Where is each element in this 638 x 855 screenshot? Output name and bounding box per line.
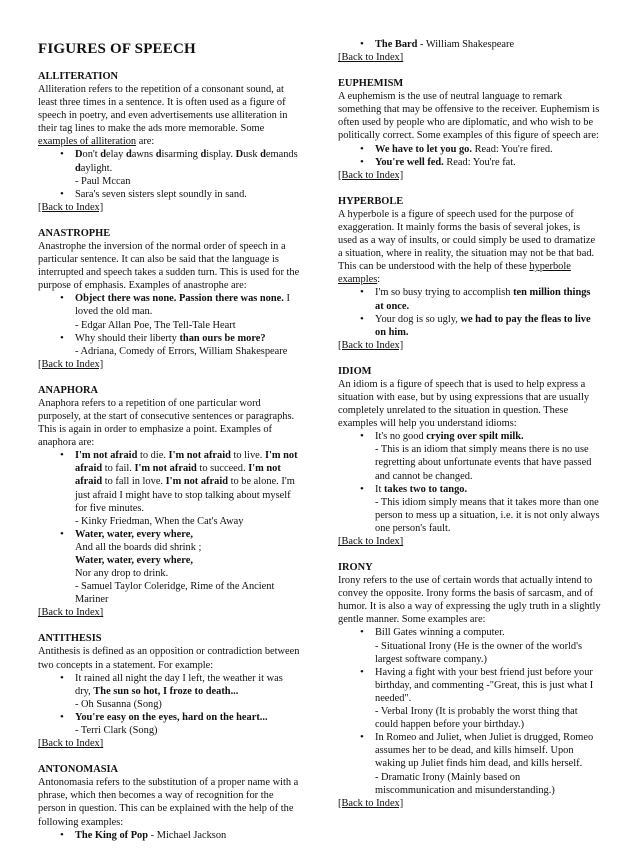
example-attribution: - Kinky Friedman, When the Cat's Away [75, 515, 244, 527]
word-rest: isarming [161, 149, 201, 161]
alliterative-letter: D [235, 149, 244, 161]
alliterative-letter: d [200, 149, 207, 161]
section-intro: Antithesis is defined as an opposition or contradiction between two concepts in a statement. For example: [38, 646, 300, 671]
back-to-index-link[interactable]: [Back to Index] [38, 201, 104, 213]
example-text: It's no good [375, 431, 427, 443]
example-list [338, 38, 601, 51]
example-text: to fall in love. [102, 476, 166, 488]
word-rest: isplay. [206, 149, 236, 161]
section-intro [38, 83, 301, 148]
alliterative-letter: D [75, 149, 83, 161]
example-item [38, 711, 301, 737]
poem-line: • Water, water, every where, [75, 528, 193, 540]
alliterative-letter: d [125, 149, 132, 161]
example-emphasis: we had to pay the fleas to live on him. [375, 313, 591, 338]
example-emphasis: I'm not afraid [75, 463, 281, 488]
example-item [338, 430, 601, 482]
intro-text: Alliteration refers to the repetition of a consonant sound, at least three times in a sentence. It is often used as a figure of speech in poetry, and even advertisements use alliteration in their tag lines to make the ads more memorable. Some [38, 84, 288, 135]
word-rest: emands [265, 149, 298, 161]
example-text: Why should their liberty [75, 332, 180, 344]
example-emphasis: ten million things at once. [375, 287, 591, 312]
example-item [38, 672, 301, 711]
example-emphasis: I'm not afraid [134, 463, 197, 475]
example-emphasis: I'm not afraid [165, 476, 228, 488]
section-intro: Anastrophe the inversion of the normal order of speech in a particular sentence. It can also be said that the language is interrupted and speech takes a sudden turn. This is used for the purpose of emphasis. Examples of anastrophe are: [38, 240, 300, 292]
example-text: - Michael Jackson [148, 829, 227, 841]
example-note: - This idiom simply means that it takes more than one person to mess up a situation, i.e. it is not only always one person's fault. [375, 496, 600, 534]
section-heading: ANASTROPHE [38, 227, 111, 239]
example-item [338, 666, 601, 731]
example-list [338, 286, 601, 338]
example-note: - Situational Irony (He is the owner of the world's largest software company.) [375, 640, 583, 665]
example-item [38, 829, 301, 842]
example-attribution: - Adriana, Comedy of Errors, William Shakespeare [75, 345, 288, 357]
example-emphasis: I'm not afraid [75, 450, 138, 462]
example-text: Having a fight with your best friend just before your birthday, and commenting -"Great, this is just what I needed". [375, 666, 594, 704]
section-alliteration [38, 70, 301, 214]
example-text: Bill Gates winning a computer. [375, 627, 505, 639]
section-heading: ANTITHESIS [38, 633, 102, 645]
section-irony [338, 561, 601, 810]
example-item [38, 148, 301, 187]
example-list [338, 143, 601, 169]
section-heading: HYPERBOLE [338, 195, 404, 207]
section-anaphora [38, 384, 301, 620]
example-item: • Sara's seven sisters slept soundly in sand. [38, 188, 301, 201]
example-list [338, 430, 601, 535]
left-column [38, 36, 301, 855]
example-item [338, 313, 601, 339]
back-to-index-link[interactable]: [Back to Index] [338, 52, 404, 64]
examples-link[interactable]: examples of alliteration [38, 136, 137, 148]
alliterative-letter: d [75, 162, 81, 174]
example-attribution: - Paul Mccan [75, 175, 131, 187]
example-item [38, 292, 301, 331]
word-rest: awns [131, 149, 156, 161]
example-list [338, 626, 601, 796]
example-emphasis: Object there was none. Passion there was none. [75, 293, 284, 305]
section-heading: ALLITERATION [38, 71, 119, 82]
example-item [38, 449, 301, 528]
right-column [338, 38, 601, 823]
section-intro [338, 208, 601, 287]
example-emphasis: You're well fed. [375, 156, 444, 168]
section-heading: ANTONOMASIA [38, 764, 119, 776]
back-to-index-link[interactable]: [Back to Index] [338, 536, 404, 547]
example-note: - Verbal Irony (It is probably the worst thing that could happen before your birthday.) [375, 706, 578, 731]
example-note: - This is an idiom that simply means there is no use regretting about unfortunate events that have passed and cannot be changed. [375, 444, 592, 482]
section-antithesis [38, 632, 301, 750]
example-emphasis: The Bard [375, 39, 418, 50]
example-item [338, 38, 601, 51]
document-title: FIGURES OF SPEECH [38, 41, 196, 57]
example-text: to be alone. I'm just afraid I might have to stop talking about myself for five minutes. [75, 476, 295, 514]
example-emphasis: I'm not afraid [168, 450, 231, 462]
example-note: - Dramatic Irony (Mainly based on miscommunication and misunderstanding.) [375, 771, 555, 796]
example-text: Read: You're fired. [471, 143, 553, 155]
example-text: to succeed. [196, 463, 249, 475]
example-attribution: - Edgar Allan Poe, The Tell-Tale Heart [75, 319, 236, 331]
back-to-index-link[interactable]: [Back to Index] [38, 738, 104, 750]
section-heading: EUPHEMISM [338, 78, 404, 90]
section-heading: IDIOM [338, 365, 372, 377]
example-attribution: - Terri Clark (Song) [75, 725, 158, 737]
example-text: Your dog is so ugly, [375, 313, 461, 325]
alliterative-letter: d [260, 149, 266, 161]
section-heading: ANAPHORA [38, 384, 99, 396]
example-attribution: - Oh Susanna (Song) [75, 698, 162, 710]
word-rest: usk [243, 149, 261, 161]
example-text: In Romeo and Juliet, when Juliet is drugged, Romeo assumes her to be dead, and kills himself. Upon waking up Juliet finds him dead, and kills herself. [375, 732, 594, 770]
back-to-index-link[interactable]: [Back to Index] [338, 169, 404, 181]
example-text: It rained all night the day I left, the weather it was dry, [75, 672, 283, 697]
back-to-index-link[interactable]: [Back to Index] [338, 339, 404, 351]
section-intro: Irony refers to the use of certain words that actually intend to convey the opposite. Irony forms the basis of sarcasm, and of humor. It is also a way of expressing the ugly truth in a slightly gentle manner. Some examples are: [338, 575, 601, 626]
intro-tail: are: [136, 136, 155, 148]
example-list [38, 449, 301, 606]
example-emphasis: takes two to tango. [383, 483, 468, 495]
poem-line: Water, water, every where, [75, 555, 193, 566]
example-item [338, 731, 601, 796]
section-idiom [338, 365, 601, 548]
example-item [38, 332, 301, 358]
example-list [38, 292, 301, 357]
example-item [338, 483, 601, 535]
intro-tail: : [377, 274, 381, 286]
back-to-index-link[interactable]: [Back to Index] [338, 797, 404, 809]
example-text: It [375, 483, 384, 495]
example-text: to die. [137, 450, 169, 462]
example-item [38, 528, 301, 607]
example-text: Read: You're fat. [443, 156, 516, 168]
section-antonomasia-continued [338, 38, 601, 64]
alliterative-letter: d [155, 149, 162, 161]
section-intro: A euphemism is the use of neutral language to remark something that may be offensive to the receiver. Euphemism is often used by people who are diplomatic, and who wish to be politically correct. Some examples of this figure of speech are: [338, 91, 600, 142]
section-euphemism [338, 77, 601, 182]
example-emphasis: than ours be more? [179, 332, 266, 344]
section-heading: IRONY [338, 562, 373, 574]
example-text: to fail. [102, 463, 135, 475]
example-emphasis: crying over spilt milk. [426, 431, 524, 443]
example-text: - William Shakespeare [417, 39, 515, 50]
poem-line: Nor any drop to drink. [75, 568, 169, 580]
example-item [338, 286, 601, 312]
back-to-index-link[interactable]: [Back to Index] [38, 358, 104, 370]
section-intro: Antonomasia refers to the substitution of a proper name with a phrase, which then becomes a way of recognition for the person in question. This can be explained with the help of the following examples: [38, 777, 299, 828]
section-intro: Anaphora refers to a repetition of one particular word purposely, at the start of consecutive sentences or paragraphs. This is again in order to emphasize a point. Examples of anaphora are: [38, 397, 295, 449]
example-list [38, 829, 301, 842]
alliterative-letter: d [100, 149, 107, 161]
examples-link[interactable]: hyperbole examples [338, 261, 571, 286]
example-text: I'm so busy trying to accomplish [375, 287, 514, 299]
word-rest: on't [82, 149, 101, 161]
example-list [38, 148, 301, 200]
example-emphasis: We have to let you go. [375, 143, 472, 155]
example-emphasis: The King of Pop [75, 829, 149, 841]
example-emphasis: The sun so hot, I froze to death... [93, 685, 239, 697]
poem-line: And all the boards did shrink ; [75, 541, 202, 553]
back-to-index-link[interactable]: [Back to Index] [38, 607, 104, 619]
example-text: I loved the old man. [75, 293, 290, 318]
section-antonomasia [38, 763, 301, 841]
example-text: to live. [230, 450, 265, 462]
example-attribution: - Samuel Taylor Coleridge, Rime of the Ancient Mariner [75, 581, 275, 606]
intro-text: A hyperbole is a figure of speech used for the purpose of exaggeration. It mainly forms the basis of several jokes, is used as a way of insults, or could simply be used to dramatize a situation, where in reality, the situation may not be that bad. This can be understood with the help of these [338, 208, 596, 273]
word-rest: elay [106, 149, 126, 161]
section-anastrophe [38, 227, 301, 371]
section-intro: An idiom is a figure of speech that is used to help express a situation with ease, but by using expressions that are usually completely unrelated to the situation in question. These examples will help you understand idioms: [338, 378, 590, 430]
example-item [338, 156, 601, 169]
example-item [338, 626, 601, 665]
example-emphasis: I'm not afraid [75, 450, 298, 475]
section-hyperbole [338, 195, 601, 352]
example-list [38, 672, 301, 737]
example-emphasis: You're easy on the eyes, hard on the heart... [75, 711, 268, 723]
word-rest: aylight. [80, 162, 113, 174]
example-item [338, 143, 601, 156]
